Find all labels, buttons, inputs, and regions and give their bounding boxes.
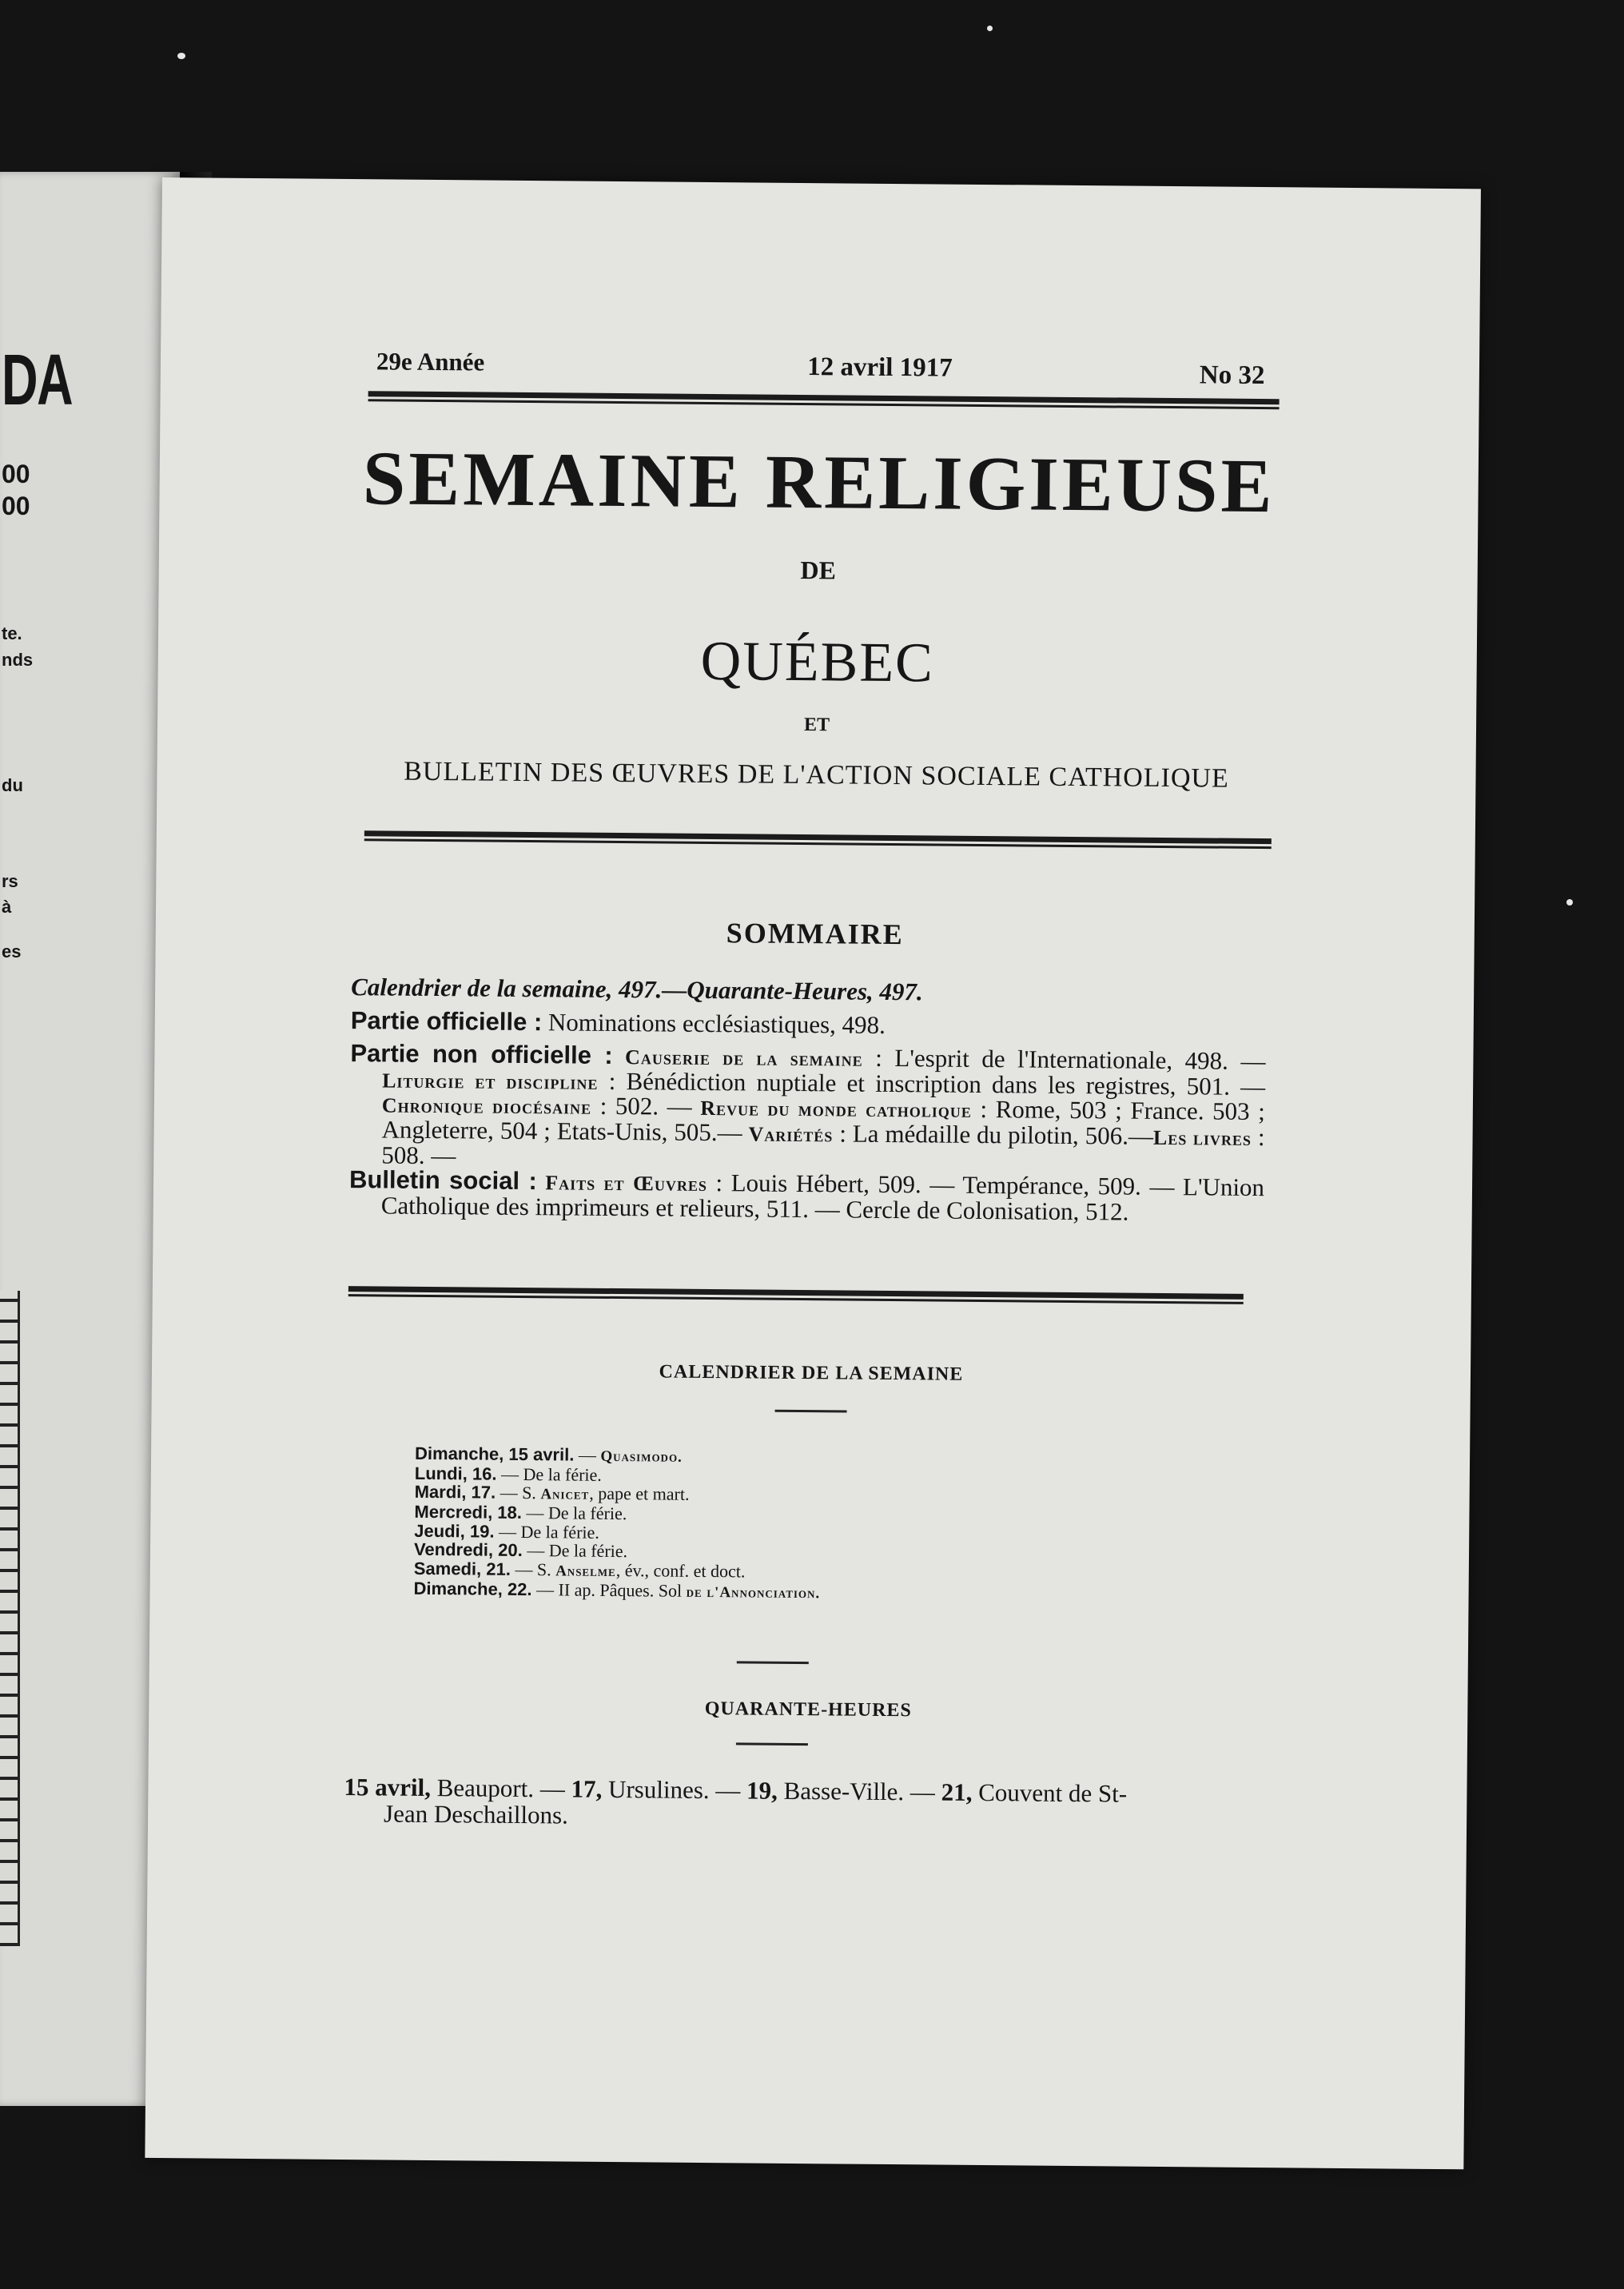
qh-place: Couvent de St- (972, 1777, 1128, 1808)
entry-text: — S. (510, 1559, 556, 1580)
entry-day: Mardi, 17. (414, 1482, 496, 1503)
issue-date: 12 avril 1917 (807, 352, 953, 383)
sommaire-body (349, 974, 1267, 1225)
section-text: : L'esprit de l'Internationale, 498. — (862, 1043, 1266, 1076)
volume-year: 29e Année (376, 347, 485, 376)
document-page (145, 177, 1481, 2169)
entry-text: — II ap. Pâques. Sol (531, 1578, 687, 1601)
section-divider (775, 1410, 847, 1413)
entry-day: Dimanche, 15 avril. (414, 1443, 575, 1465)
section-name: Chronique diocésaine (381, 1093, 592, 1120)
title-rule (364, 830, 1272, 849)
section-name: Faits et Œuvres (545, 1171, 708, 1196)
entry-day: Mercredi, 18. (414, 1501, 523, 1523)
officielle-label: Partie officielle : (350, 1005, 543, 1036)
title-de: DE (800, 555, 837, 585)
publication-title: SEMAINE RELIGIEUSE (362, 435, 1276, 529)
section-name: Revue du monde catholique (700, 1097, 973, 1123)
left-page-fragment: DA (2, 340, 73, 420)
entry-day: Dimanche, 22. (413, 1578, 532, 1599)
section-text: : La médaille du pilotin, 506.— (833, 1119, 1154, 1150)
entry-text: — (574, 1444, 601, 1465)
left-page-fragment: te. (2, 623, 22, 643)
qh-date: 17, (571, 1774, 603, 1803)
left-page-fragment: à (2, 897, 12, 917)
section-text: : Louis Hébert, 509. — Tempérance, 509. — L'Union Catholique des imprimeurs et relieurs, 511. — Cercle de Colonisation, 512. (380, 1168, 1265, 1226)
film-speck (1566, 899, 1573, 906)
quarante-heures-line: Jean Deschaillons. (383, 1799, 569, 1829)
qh-place: Beauport. — (430, 1773, 571, 1803)
qh-place: Basse-Ville. — (777, 1776, 941, 1806)
title-city: QUÉBEC (700, 630, 935, 695)
left-page-fragment: es (2, 941, 22, 961)
entry-day: Jeudi, 19. (414, 1520, 495, 1542)
header-rule (368, 391, 1280, 409)
sommaire-rule (348, 1286, 1244, 1304)
sommaire-officielle (350, 1005, 1266, 1041)
officielle-text: Nominations ecclésiastiques, 498. (547, 1007, 886, 1039)
publication-subtitle: BULLETIN DES ŒUVRES DE L'ACTION SOCIALE CATHOLIQUE (404, 756, 1229, 794)
quarante-heures-text (344, 1774, 1240, 1834)
film-speck (987, 26, 993, 31)
section-text: : 502. — (591, 1092, 701, 1121)
entry-feast: de l'Annonciation. (686, 1583, 821, 1602)
left-page-fragment: 00 (2, 460, 30, 488)
sommaire-non-officielle (349, 1041, 1265, 1175)
qh-date: 21, (941, 1777, 973, 1806)
entry-day: Lundi, 16. (414, 1463, 497, 1484)
entry-tail: , pape et mart. (589, 1483, 690, 1505)
section-divider (737, 1661, 809, 1664)
qh-date: 15 avril, (344, 1773, 432, 1802)
section-text: : 508. — (381, 1122, 1265, 1169)
section-name: Causerie de la semaine (624, 1045, 863, 1071)
section-text: : Bénédiction nuptiale et inscription dans les registres, 501. — (598, 1066, 1266, 1101)
qh-date: 19, (746, 1776, 778, 1805)
section-name: Liturgie et discipline (382, 1069, 599, 1094)
bulletin-label: Bulletin social : (348, 1165, 537, 1196)
spiral-binding (0, 1291, 20, 1946)
section-text: : Rome, 503 ; France. 503 ; Angleterre, 504 ; Etats-Unis, 505.— (381, 1095, 1266, 1147)
sommaire-bulletin-social (349, 1167, 1265, 1225)
film-speck (177, 53, 185, 59)
calendrier-heading: CALENDRIER DE LA SEMAINE (659, 1361, 964, 1385)
left-page-fragment: rs (2, 871, 18, 891)
entry-text: — De la férie. (522, 1540, 628, 1562)
left-page-fragment: du (2, 775, 23, 795)
sommaire-calendrier-line: Calendrier de la semaine, 497.—Quarante-Heures, 497. (351, 973, 923, 1006)
sommaire-heading: SOMMAIRE (726, 917, 904, 951)
entry-text: — De la férie. (496, 1463, 602, 1485)
calendrier-entry (413, 1578, 820, 1602)
left-page-fragment: nds (2, 650, 34, 670)
entry-text: — S. (496, 1482, 541, 1503)
left-page-fragment: 00 (2, 492, 30, 520)
entry-day: Vendredi, 20. (413, 1539, 523, 1561)
entry-feast: Anicet (540, 1486, 590, 1503)
entry-text: — De la férie. (521, 1502, 627, 1523)
qh-place: Ursulines. — (602, 1774, 747, 1805)
title-et: ET (803, 715, 830, 736)
section-name: Variétés (748, 1122, 834, 1147)
entry-tail: , év., conf. et doct. (615, 1560, 746, 1582)
non-officielle-label: Partie non officielle : (350, 1039, 613, 1070)
calendrier-list (413, 1444, 821, 1602)
quarante-heures-heading: QUARANTE-HEURES (704, 1698, 912, 1722)
section-name: Les livres (1152, 1125, 1252, 1150)
entry-day: Samedi, 21. (413, 1558, 511, 1579)
entry-feast: Anselme (555, 1562, 616, 1581)
entry-text: — De la férie. (494, 1521, 599, 1543)
entry-feast: Quasimodo. (600, 1447, 683, 1466)
issue-number: No 32 (1199, 360, 1265, 391)
section-divider (736, 1742, 808, 1746)
